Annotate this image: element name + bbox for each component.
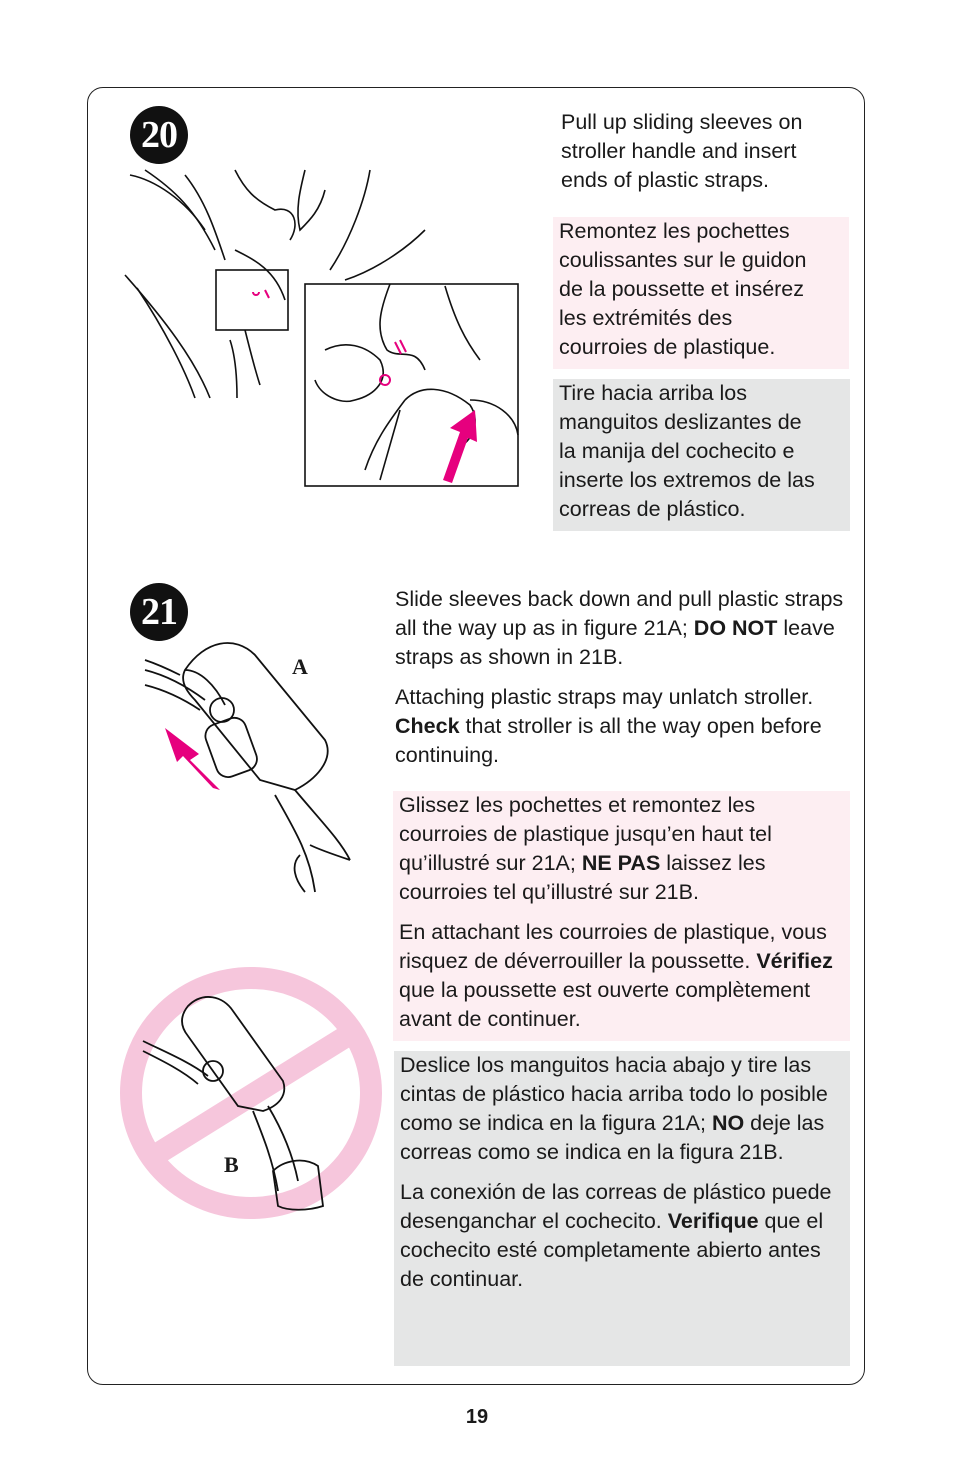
step-20-number: 20: [130, 106, 188, 164]
step-21-english-p2-bold: Check: [395, 714, 460, 738]
step-20-french-line-4: les extrémités des: [559, 306, 733, 330]
step-21-french-p1-text-b: laissez les courroies tel qu’illustré sur 21B.: [399, 851, 766, 904]
step-21-french-p2-bold: Vérifiez: [756, 949, 833, 973]
step-21-french-para-1: [399, 791, 844, 907]
page-number: 19: [465, 1406, 489, 1428]
figure-21a-label: A: [292, 654, 308, 679]
figure-21b-label: B: [224, 1152, 239, 1177]
step-20-spanish-line-2: manguitos deslizantes de: [559, 410, 802, 434]
step-20-spanish-line-1: Tire hacia arriba los: [559, 381, 747, 405]
step-21-spanish-box: [394, 1051, 850, 1366]
step-20-english-line-2: stroller handle and insert: [561, 139, 797, 163]
step-20-spanish-line-5: correas de plástico.: [559, 497, 746, 521]
step-21-english-para-1: [395, 585, 850, 672]
step-20-spanish-line-3: la manija del cochecito e: [559, 439, 795, 463]
step-20-spanish-line-4: inserte los extremos de las: [559, 468, 815, 492]
figure-21b-illustration: [118, 966, 384, 1220]
step-21-french-p2-text-b: que la poussette est ouverte complètement avant de continuer.: [399, 978, 811, 1031]
step-21-french-box: [393, 791, 850, 1041]
step-21-spanish-p1-bold: NO: [711, 1111, 745, 1135]
step-21-spanish-p2-text-b: que el cochecito esté completamente abierto antes de continuar.: [400, 1209, 824, 1291]
step-21-french-p1-text-a: Glissez les pochettes et remontez les courroies de plastique jusqu’en haut tel qu’illustré sur 21A;: [399, 793, 772, 875]
step-20-french-line-3: de la poussette et insérez: [559, 277, 805, 301]
figure-21a-illustration: [145, 630, 355, 892]
step-20-french-box: [553, 217, 849, 369]
step-21-english-para-2: [395, 683, 850, 770]
step-20-french-line-1: Remontez les pochettes: [559, 219, 790, 243]
step-21-english-p1-text-a: Slide sleeves back down and pull plastic straps all the way up as in figure 21A;: [395, 587, 844, 640]
step-20-english-line-3: ends of plastic straps.: [561, 168, 769, 192]
step-21-english-p2-text-b: that stroller is all the way open before continuing.: [395, 714, 822, 767]
step-21-french-p2-text-a: En attachant les courroies de plastique, vous risquez de déverrouiller la poussette.: [399, 920, 827, 973]
step-20-english: [561, 108, 841, 195]
step-21-english-p1-text-b: leave straps as shown in 21B.: [395, 616, 835, 669]
step-20-english-line-1: Pull up sliding sleeves on: [561, 110, 803, 134]
step-21-number: 21: [130, 583, 188, 641]
step-21-french-para-2: [399, 918, 844, 1034]
step-21-spanish-p2-bold: Verifique: [667, 1209, 759, 1233]
step-21-spanish-p1-text-b: deje las correas como se indica en la figura 21B.: [400, 1111, 825, 1164]
step-21-spanish-para-2: [400, 1178, 844, 1294]
step-21-french-p1-bold: NE PAS: [581, 851, 661, 875]
step-21-english-p1-bold: DO NOT: [693, 616, 778, 640]
step-20-french-line-5: courroies de plastique.: [559, 335, 776, 359]
step-21-spanish-para-1: [400, 1051, 844, 1167]
figure-20-illustration: [125, 170, 525, 490]
step-20-spanish-box: [553, 379, 850, 531]
step-21-english: [395, 585, 850, 770]
step-21-spanish-p2-text-a: La conexión de las correas de plástico puede desenganchar el cochecito.: [400, 1180, 832, 1233]
step-20-french-line-2: coulissantes sur le guidon: [559, 248, 807, 272]
step-21-spanish-p1-text-a: Deslice los manguitos hacia abajo y tire las cintas de plástico hacia arriba todo lo posible como se indica en la figura 21A;: [400, 1053, 828, 1135]
step-21-english-p2-text-a: Attaching plastic straps may unlatch stroller.: [395, 685, 814, 709]
